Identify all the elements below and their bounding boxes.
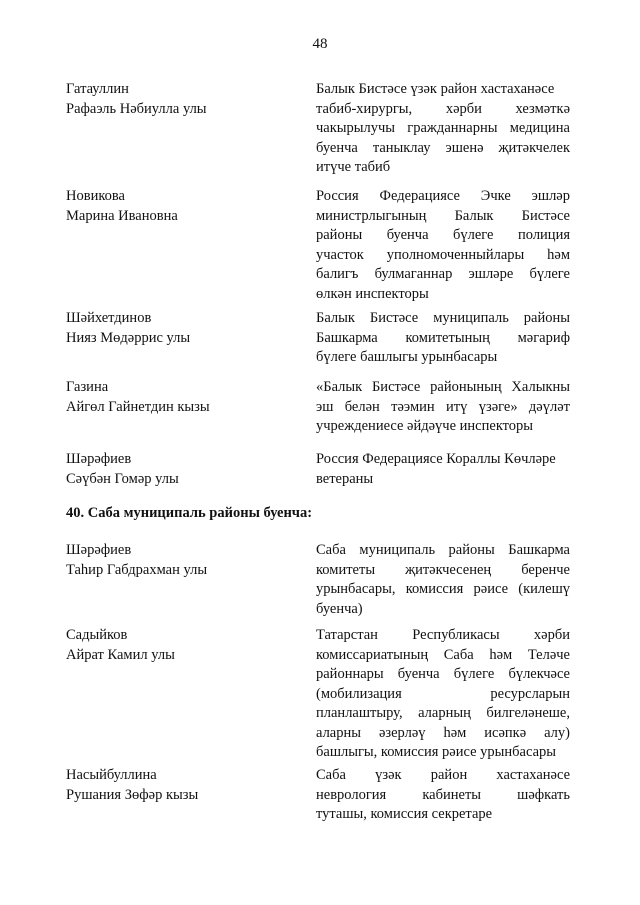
position-description <box>316 541 570 619</box>
given-name: Рушания Зөфәр кызы <box>66 786 199 803</box>
person-name <box>66 766 276 805</box>
position-description <box>316 187 570 304</box>
person-name <box>66 187 276 226</box>
duty-line: Саба үзәк район хастаханәсе <box>316 767 570 783</box>
duty-line: комиссариатының Саба һәм Теләче <box>316 646 570 663</box>
duty-line: (мобилизация ресурсларын <box>316 685 570 702</box>
given-name: Айгөл Гайнетдин кызы <box>66 398 210 415</box>
duty-line: буенча) <box>316 600 363 617</box>
duty-line: Россия Федерациясе Эчке эшләр <box>316 188 570 204</box>
duty-line: «Балык Бистәсе районының Халыкны <box>316 379 570 395</box>
given-name: Марина Ивановна <box>66 207 178 224</box>
duty-line: неврология кабинеты шәфкать <box>316 786 570 803</box>
position-description <box>316 80 570 178</box>
position-description <box>316 309 570 368</box>
position-description <box>316 450 570 489</box>
duty-line: Балык Бистәсе муниципаль районы <box>316 310 570 326</box>
duty-line: районнары буенча бүлеге бүлекчәсе <box>316 666 570 682</box>
position-description <box>316 378 570 437</box>
surname: Шәрәфиев <box>66 451 132 467</box>
duty-line: комитеты җитәкчесенең беренче <box>316 561 570 578</box>
person-name <box>66 309 276 348</box>
duty-line: министрлыгының Балык Бистәсе <box>316 207 570 224</box>
duty-line: Саба муниципаль районы Башкарма <box>316 542 570 558</box>
duty-line: Россия Федерациясе Кораллы Көчләре <box>316 451 556 467</box>
surname: Шәйхетдинов <box>66 310 152 326</box>
duty-line: чакырылучы гражданнарны медицина <box>316 120 570 136</box>
section-heading: 40. Саба муниципаль районы буенча: <box>66 505 313 521</box>
duty-line: районы буенча бүлеге полиция <box>316 227 570 243</box>
duty-line: эш белән тәэмин итү үзәге» дәүләт <box>316 398 570 415</box>
given-name: Сәүбән Гомәр улы <box>66 470 179 487</box>
surname: Насыйбуллина <box>66 767 157 783</box>
person-name <box>66 450 276 489</box>
duty-line: учреждениесе әйдәүче инспекторы <box>316 418 534 434</box>
person-name <box>66 80 276 119</box>
duty-line: буенча таныклау эшенә җитәкчелек <box>316 139 570 156</box>
surname: Новикова <box>66 188 125 204</box>
person-name <box>66 541 276 580</box>
surname: Гатауллин <box>66 81 129 97</box>
duty-line: урынбасары, комиссия рәисе (килешү <box>316 581 570 597</box>
position-description <box>316 766 570 825</box>
given-name: Рафаэль Нәбиулла улы <box>66 100 207 117</box>
page-number: 48 <box>312 36 328 52</box>
duty-line: Балык Бистәсе үзәк район хастаханәсе <box>316 81 555 97</box>
duty-line: аларны әзерләү һәм исәпкә алу) <box>316 724 570 741</box>
duty-line: өлкән инспекторы <box>316 285 429 302</box>
duty-line: планлаштыру, аларның билгеләнеше, <box>316 705 570 721</box>
duty-line: участок уполномоченныйлары һәм <box>316 246 570 263</box>
surname: Газина <box>66 379 109 395</box>
duty-line: туташы, комиссия секретаре <box>316 806 493 822</box>
given-name: Айрат Камил улы <box>66 646 175 663</box>
duty-line: табиб-хирургы, хәрби хезмәткә <box>316 100 570 117</box>
person-name <box>66 378 276 417</box>
duty-line: балигъ булмаганнар эшләре бүлеге <box>316 266 570 282</box>
given-name: Таһир Габдрахман улы <box>66 561 208 578</box>
given-name: Нияз Мөдәррис улы <box>66 329 191 346</box>
duty-line: Башкарма комитетының мәгариф <box>316 329 570 346</box>
person-name <box>66 626 276 665</box>
duty-line: итүче табиб <box>316 159 391 175</box>
duty-line: Татарстан Республикасы хәрби <box>316 627 570 643</box>
duty-line: ветераны <box>316 470 374 487</box>
duty-line: бүлеге башлыгы урынбасары <box>316 349 498 365</box>
surname: Садыйков <box>66 627 128 643</box>
duty-line: башлыгы, комиссия рәисе урынбасары <box>316 744 557 760</box>
surname: Шәрәфиев <box>66 542 132 558</box>
position-description <box>316 626 570 763</box>
